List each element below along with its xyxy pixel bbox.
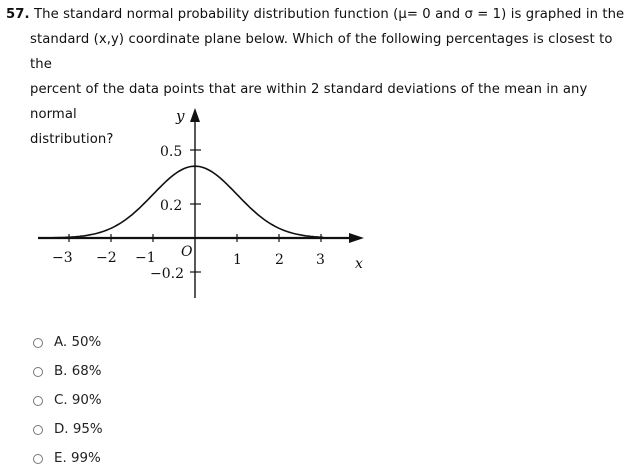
y-tick-label-0.5: 0.5 [160, 144, 183, 160]
option-label: C. 90% [54, 393, 102, 408]
radio-button-icon[interactable] [33, 367, 43, 377]
x-tick-label-3: 3 [316, 252, 325, 268]
origin-label: O [181, 244, 193, 260]
radio-button-icon[interactable] [33, 338, 43, 348]
question-line-1: The standard normal probability distribution function (μ= 0 and σ = 1) is graphed in the [33, 7, 625, 22]
x-axis-arrow [349, 233, 364, 243]
answer-options [33, 328, 103, 473]
radio-button-icon[interactable] [33, 425, 43, 435]
question-line-4: distribution? [30, 132, 114, 147]
option-label: E. 99% [54, 451, 101, 466]
y-axis-label: y [176, 107, 185, 125]
x-tick-label-neg3: −3 [52, 250, 73, 266]
x-axis-label: x [355, 256, 363, 272]
option-label: A. 50% [54, 335, 102, 350]
radio-button-icon[interactable] [33, 454, 43, 464]
x-tick-label-neg1: −1 [135, 250, 156, 266]
option-d[interactable] [33, 415, 103, 444]
option-label: B. 68% [54, 364, 102, 379]
option-b[interactable] [33, 357, 103, 386]
x-tick-label-1: 1 [233, 252, 242, 268]
x-tick-label-neg2: −2 [96, 250, 117, 266]
question-line-3: percent of the data points that are within 2 standard deviations of the mean in any normal [30, 82, 588, 122]
radio-button-icon[interactable] [33, 396, 43, 406]
option-e[interactable] [33, 444, 103, 473]
question-line-2: standard (x,y) coordinate plane below. Which of the following percentages is closest to the [30, 32, 613, 72]
question-number: 57. [6, 7, 30, 22]
x-tick-label-2: 2 [275, 252, 284, 268]
y-tick-label-0.2: 0.2 [160, 198, 183, 214]
option-label: D. 95% [54, 422, 103, 437]
option-a[interactable] [33, 328, 103, 357]
option-c[interactable] [33, 386, 103, 415]
y-tick-label-neg-0.2: −0.2 [150, 266, 184, 282]
y-axis-arrow [190, 108, 200, 122]
